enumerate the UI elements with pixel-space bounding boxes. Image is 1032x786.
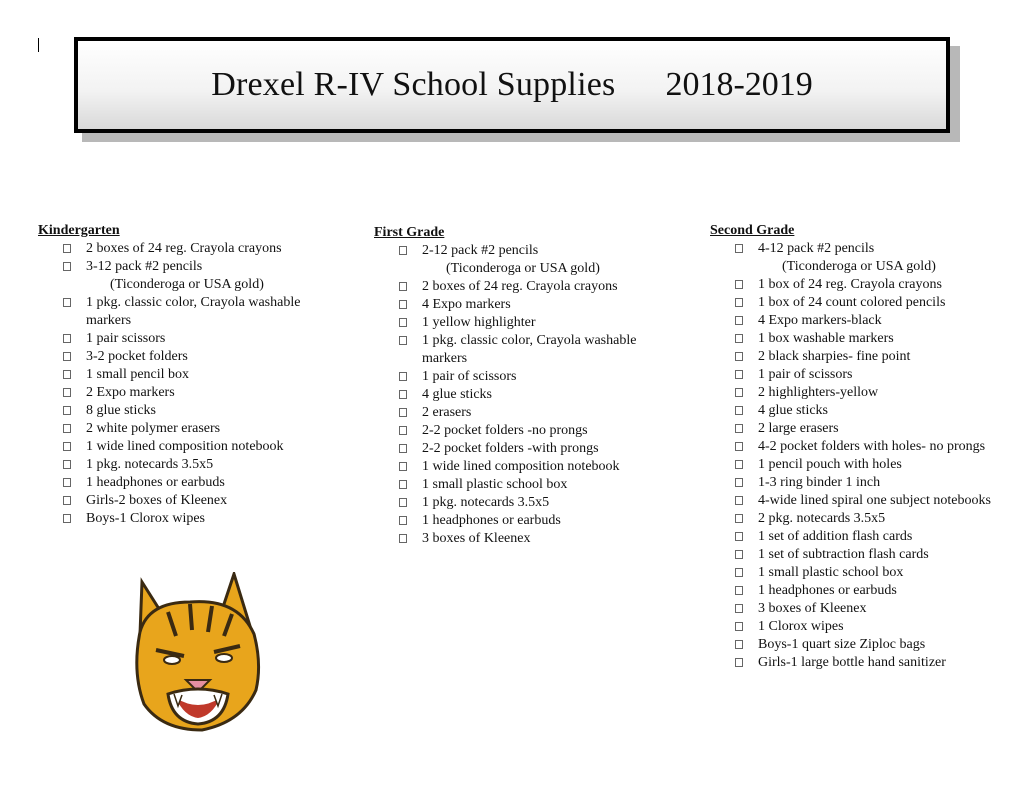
supply-list-item: [374, 386, 674, 404]
checkbox-icon[interactable]: [63, 298, 71, 307]
supply-list-item: [710, 546, 1010, 564]
checkbox-icon[interactable]: [735, 424, 743, 433]
text-cursor: [38, 38, 39, 52]
checkbox-icon[interactable]: [63, 262, 71, 271]
checkbox-icon[interactable]: [399, 408, 407, 417]
second-grade-heading: Second Grade: [710, 223, 795, 238]
checkbox-icon[interactable]: [63, 406, 71, 415]
supply-list-item: [38, 258, 338, 294]
checkbox-icon[interactable]: [63, 244, 71, 253]
checkbox-icon[interactable]: [735, 658, 743, 667]
supply-item-text: 1 pkg. notecards 3.5x5: [422, 495, 550, 510]
supply-item-text: 3-12 pack #2 pencils: [86, 259, 203, 274]
supply-item-text: 3 boxes of Kleenex: [422, 531, 531, 546]
supply-list-item: [710, 492, 1010, 510]
supply-list-item: [710, 366, 1010, 384]
supply-list-item: [38, 420, 338, 438]
supply-list-item: [38, 384, 338, 402]
checkbox-icon[interactable]: [735, 622, 743, 631]
supply-item-text: 1 pkg. classic color, Crayola washable markers: [422, 333, 637, 366]
supply-item-text: 3-2 pocket folders: [86, 349, 188, 364]
supply-item-text: 2 black sharpies- fine point: [758, 349, 911, 364]
checkbox-icon[interactable]: [63, 388, 71, 397]
supply-list-item: [710, 474, 1010, 492]
checkbox-icon[interactable]: [735, 298, 743, 307]
first-grade-heading: First Grade: [374, 225, 445, 240]
supply-list-item: [374, 314, 674, 332]
supply-item-text: 1 small pencil box: [86, 367, 190, 382]
supply-list-item: [374, 404, 674, 422]
checkbox-icon[interactable]: [399, 444, 407, 453]
checkbox-icon[interactable]: [399, 336, 407, 345]
checkbox-icon[interactable]: [399, 246, 407, 255]
supply-list-item: [374, 476, 674, 494]
supply-list-item: [38, 294, 338, 330]
supply-item-text: 1 box of 24 count colored pencils: [758, 295, 946, 310]
supply-list-item: [38, 456, 338, 474]
supply-item-text: 1 pair of scissors: [422, 369, 517, 384]
supply-item-text: 2 Expo markers: [86, 385, 175, 400]
supply-item-text: 4 glue sticks: [758, 403, 828, 418]
checkbox-icon[interactable]: [735, 244, 743, 253]
supply-item-text: 8 glue sticks: [86, 403, 156, 418]
checkbox-icon[interactable]: [735, 496, 743, 505]
supply-list-item: [38, 330, 338, 348]
supply-item-text: 2-2 pocket folders -with prongs: [422, 441, 599, 456]
kindergarten-heading: Kindergarten: [38, 223, 120, 238]
supply-list-item: [374, 512, 674, 530]
supply-list-item: [710, 240, 1010, 276]
first-grade-list: [374, 242, 674, 548]
supply-list-item: [374, 494, 674, 512]
checkbox-icon[interactable]: [735, 640, 743, 649]
supply-item-note: (Ticonderoga or USA gold): [446, 261, 600, 276]
bobcat-mascot-image: [128, 572, 264, 736]
first-grade-column: [374, 224, 674, 548]
supply-item-text: 4-wide lined spiral one subject notebooks: [758, 493, 991, 508]
kindergarten-column: [38, 222, 338, 528]
supply-list-item: [710, 312, 1010, 330]
checkbox-icon[interactable]: [63, 514, 71, 523]
checkbox-icon[interactable]: [735, 316, 743, 325]
supply-list-item: [38, 348, 338, 366]
supply-item-text: 1 Clorox wipes: [758, 619, 844, 634]
checkbox-icon[interactable]: [399, 462, 407, 471]
second-grade-column: [710, 222, 1010, 672]
supply-item-text: 1 small plastic school box: [758, 565, 904, 580]
supply-list-item: [710, 654, 1010, 672]
checkbox-icon[interactable]: [735, 586, 743, 595]
supply-list-item: [38, 366, 338, 384]
checkbox-icon[interactable]: [735, 604, 743, 613]
supply-item-text: 2 white polymer erasers: [86, 421, 221, 436]
supply-list-item: [374, 440, 674, 458]
title-banner: [74, 37, 950, 133]
school-year: 2018-2019: [665, 66, 813, 103]
supply-list-item: [710, 420, 1010, 438]
checkbox-icon[interactable]: [63, 334, 71, 343]
supply-item-text: 1 headphones or earbuds: [86, 475, 225, 490]
supply-list-item: [374, 296, 674, 314]
supply-list-item: [374, 278, 674, 296]
checkbox-icon[interactable]: [735, 460, 743, 469]
checkbox-icon[interactable]: [399, 426, 407, 435]
supply-list-item: [710, 330, 1010, 348]
checkbox-icon[interactable]: [63, 460, 71, 469]
supply-list-item: [374, 332, 674, 368]
checkbox-icon[interactable]: [735, 442, 743, 451]
supply-item-text: 1 set of addition flash cards: [758, 529, 913, 544]
checkbox-icon[interactable]: [63, 478, 71, 487]
checkbox-icon[interactable]: [399, 516, 407, 525]
supply-item-text: Boys-1 Clorox wipes: [86, 511, 205, 526]
checkbox-icon[interactable]: [735, 550, 743, 559]
kindergarten-list: [38, 240, 338, 528]
supply-list-item: [710, 510, 1010, 528]
supply-list-item: [38, 438, 338, 456]
supply-item-text: 1 pencil pouch with holes: [758, 457, 902, 472]
supply-item-text: 2 large erasers: [758, 421, 839, 436]
checkbox-icon[interactable]: [399, 282, 407, 291]
checkbox-icon[interactable]: [63, 496, 71, 505]
supply-item-text: 4 Expo markers: [422, 297, 511, 312]
checkbox-icon[interactable]: [399, 534, 407, 543]
checkbox-icon[interactable]: [735, 532, 743, 541]
supply-item-text: 1 pair of scissors: [758, 367, 853, 382]
supply-item-text: 1 box washable markers: [758, 331, 894, 346]
supply-item-text: 1 headphones or earbuds: [422, 513, 561, 528]
checkbox-icon[interactable]: [735, 334, 743, 343]
supply-item-text: 1 wide lined composition notebook: [86, 439, 284, 454]
supply-item-text: 1 yellow highlighter: [422, 315, 536, 330]
checkbox-icon[interactable]: [735, 388, 743, 397]
supply-item-text: 1 pkg. notecards 3.5x5: [86, 457, 214, 472]
supply-item-text: 2 erasers: [422, 405, 472, 420]
supply-item-text: 1 small plastic school box: [422, 477, 568, 492]
supply-item-text: 1 wide lined composition notebook: [422, 459, 620, 474]
supply-list-item: [710, 600, 1010, 618]
supply-list-item: [710, 456, 1010, 474]
supply-list-item: [710, 276, 1010, 294]
checkbox-icon[interactable]: [399, 318, 407, 327]
supply-item-text: 4-12 pack #2 pencils: [758, 241, 875, 256]
supply-list-item: [38, 510, 338, 528]
checkbox-icon[interactable]: [735, 280, 743, 289]
supply-list-item: [38, 474, 338, 492]
supply-item-text: 1 set of subtraction flash cards: [758, 547, 929, 562]
checkbox-icon[interactable]: [399, 480, 407, 489]
supply-list-item: [38, 492, 338, 510]
supply-item-text: 3 boxes of Kleenex: [758, 601, 867, 616]
checkbox-icon[interactable]: [735, 478, 743, 487]
supply-item-text: 1 pkg. classic color, Crayola washable markers: [86, 295, 301, 328]
supply-list-item: [374, 530, 674, 548]
supply-item-text: 4 glue sticks: [422, 387, 492, 402]
checkbox-icon[interactable]: [399, 498, 407, 507]
supply-item-text: 1-3 ring binder 1 inch: [758, 475, 881, 490]
supply-item-text: 2 pkg. notecards 3.5x5: [758, 511, 886, 526]
supply-item-text: 1 pair scissors: [86, 331, 166, 346]
supply-item-text: Girls-1 large bottle hand sanitizer: [758, 655, 946, 670]
supply-item-text: 2-2 pocket folders -no prongs: [422, 423, 588, 438]
supply-item-text: Boys-1 quart size Ziploc bags: [758, 637, 926, 652]
checkbox-icon[interactable]: [735, 406, 743, 415]
checkbox-icon[interactable]: [735, 568, 743, 577]
supply-list-item: [710, 402, 1010, 420]
checkbox-icon[interactable]: [63, 442, 71, 451]
supply-item-text: 1 headphones or earbuds: [758, 583, 897, 598]
supply-list-item: [710, 618, 1010, 636]
supply-list-item: [710, 564, 1010, 582]
supply-item-text: 4 Expo markers-black: [758, 313, 882, 328]
supply-list-item: [374, 242, 674, 278]
checkbox-icon[interactable]: [63, 352, 71, 361]
checkbox-icon[interactable]: [735, 370, 743, 379]
supply-list-item: [710, 528, 1010, 546]
checkbox-icon[interactable]: [399, 372, 407, 381]
supply-list-item: [710, 348, 1010, 366]
supply-list-item: [38, 240, 338, 258]
supply-item-note: (Ticonderoga or USA gold): [782, 259, 936, 274]
checkbox-icon[interactable]: [63, 424, 71, 433]
supply-list-item: [710, 384, 1010, 402]
checkbox-icon[interactable]: [735, 514, 743, 523]
page-title: Drexel R-IV School Supplies: [211, 66, 616, 103]
second-grade-list: [710, 240, 1010, 672]
supply-list-item: [710, 438, 1010, 456]
supply-list-item: [710, 636, 1010, 654]
supply-list-item: [374, 368, 674, 386]
supply-item-text: 2 boxes of 24 reg. Crayola crayons: [86, 241, 282, 256]
supply-item-text: 2-12 pack #2 pencils: [422, 243, 539, 258]
supply-item-text: Girls-2 boxes of Kleenex: [86, 493, 228, 508]
checkbox-icon[interactable]: [399, 390, 407, 399]
supply-item-text: 4-2 pocket folders with holes- no prongs: [758, 439, 986, 454]
supply-item-text: 2 boxes of 24 reg. Crayola crayons: [422, 279, 618, 294]
supply-list-item: [374, 422, 674, 440]
supply-item-note: (Ticonderoga or USA gold): [110, 277, 264, 292]
supply-list-item: [710, 294, 1010, 312]
checkbox-icon[interactable]: [63, 370, 71, 379]
supply-list-item: [374, 458, 674, 476]
supply-item-text: 1 box of 24 reg. Crayola crayons: [758, 277, 942, 292]
checkbox-icon[interactable]: [735, 352, 743, 361]
supply-item-text: 2 highlighters-yellow: [758, 385, 879, 400]
supply-list-item: [710, 582, 1010, 600]
supply-list-item: [38, 402, 338, 420]
checkbox-icon[interactable]: [399, 300, 407, 309]
